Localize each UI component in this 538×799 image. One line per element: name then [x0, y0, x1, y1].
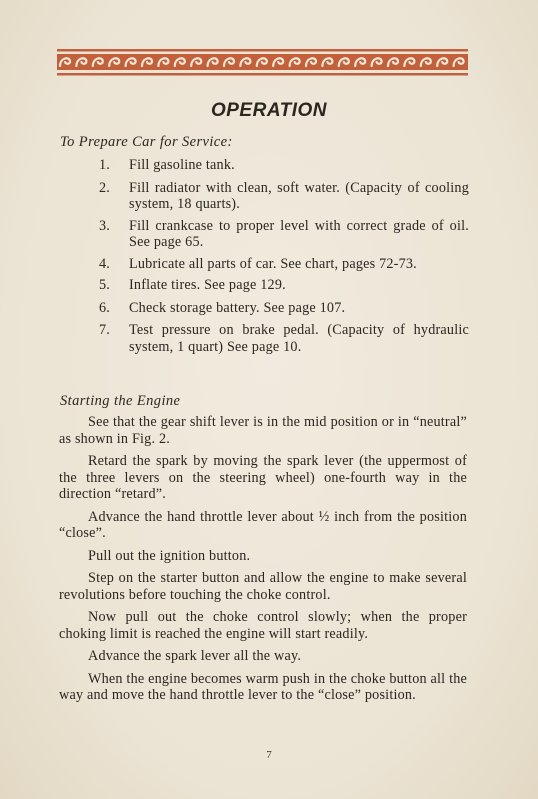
paragraph: Now pull out the choke control slowly; when the proper choking limit is reached the engine will start readily. [59, 609, 467, 642]
list-item-number: 7. [99, 322, 111, 338]
list-item-number: 4. [99, 255, 111, 272]
list-item [99, 256, 469, 273]
preparation-list [99, 157, 469, 355]
list-item-text: Check storage battery. See page 107. [129, 299, 346, 316]
paragraph: When the engine becomes warm push in the choke button all the way and move the hand throttle lever to the “close” position. [59, 670, 467, 703]
list-item-text: Lubricate all parts of car. See chart, pages 72-73. [129, 255, 417, 272]
section-heading-prepare: To Prepare Car for Service: [60, 134, 233, 150]
list-item-text: Fill gasoline tank. [129, 157, 235, 173]
list-item-text: Test pressure on brake pedal. (Capacity of hydraulic system, 1 quart) See page 10. [129, 322, 469, 355]
list-item [99, 218, 469, 251]
list-item-text: Inflate tires. See page 129. [129, 277, 286, 293]
list-item-number: 1. [99, 157, 111, 173]
list-item [99, 180, 469, 213]
list-item [99, 300, 469, 317]
list-item-number: 5. [99, 277, 111, 293]
list-item-text: Fill radiator with clean, soft water. (Capacity of cooling system, 18 quarts). [129, 179, 469, 212]
list-item [99, 157, 469, 174]
list-item-number: 3. [99, 217, 111, 234]
starting-instructions [59, 414, 467, 704]
list-item-number: 6. [99, 299, 111, 316]
page-number: 7 [266, 749, 272, 761]
paragraph: Pull out the ignition button. [88, 547, 251, 564]
paragraph: Advance the spark lever all the way. [88, 648, 302, 664]
page-title: OPERATION [210, 100, 328, 121]
paragraph: Retard the spark by moving the spark lever (the uppermost of the three levers on the steering wheel) one-fourth way in the direction “retard”. [59, 453, 467, 502]
list-item [99, 322, 469, 355]
list-item-text: Fill crankcase to proper level with correct grade of oil. See page 65. [129, 217, 469, 250]
paragraph: Step on the starter button and allow the engine to make several revolutions before touching the choke control. [59, 570, 467, 603]
list-item [99, 277, 469, 294]
decorative-wave-border [57, 49, 468, 76]
paragraph: See that the gear shift lever is in the mid position or in “neutral” as shown in Fig. 2. [59, 414, 467, 447]
section-heading-starting: Starting the Engine [60, 393, 181, 409]
list-item-number: 2. [99, 179, 111, 196]
paragraph: Advance the hand throttle lever about ½ inch from the position “close”. [59, 508, 467, 541]
